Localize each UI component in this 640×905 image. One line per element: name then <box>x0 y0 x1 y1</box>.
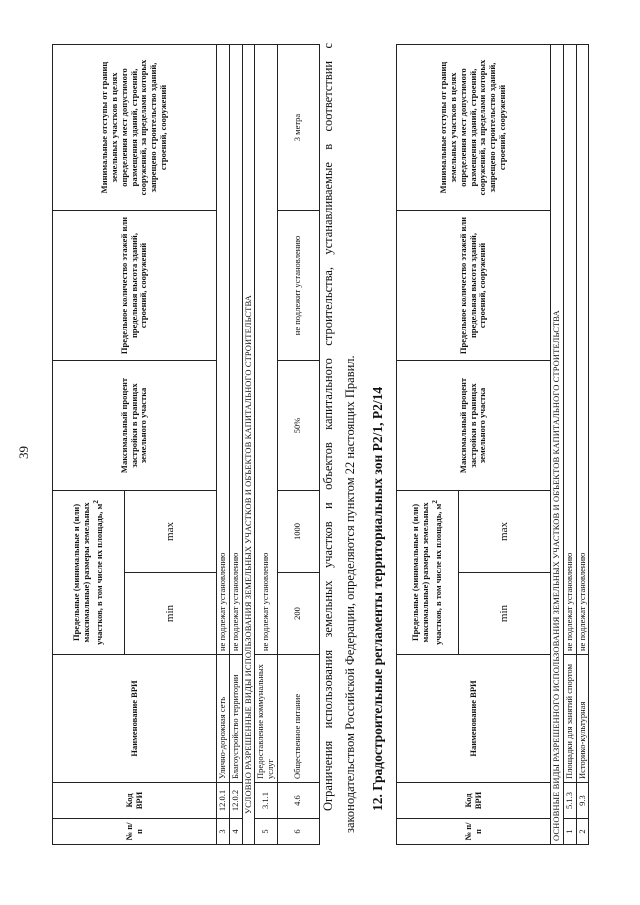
header-percent: Максимальный процент застройки в границах земельного участка <box>397 361 551 491</box>
section-title: ОСНОВНЫЕ ВИДЫ РАЗРЕШЕННОГО ИСПОЛЬЗОВАНИЯ ЗЕМЕЛЬНЫХ УЧАСТКОВ И ОБЪЕКТОВ КАПИТАЛЬНОГО СТРОИТЕЛЬСТВА <box>551 45 564 845</box>
cell-num: 4 <box>229 819 242 845</box>
header-size-sup: 2 <box>430 500 439 504</box>
cell-num: 6 <box>277 819 319 845</box>
cell-name: Общественное питание <box>277 655 319 783</box>
restrictions-paragraph: Ограничения использования земельных участков и объектов капитального строительства, устанавливаемые в соответствии с законодательством Российской Федерации, определяются пунктом 22 настоящих Правил. <box>321 43 357 833</box>
header-num: № п/п <box>53 819 217 845</box>
table-row <box>255 45 278 845</box>
header-max: max <box>125 491 217 573</box>
cell-num: 5 <box>255 819 278 845</box>
header-num: № п/п <box>397 819 551 845</box>
cell-percent: 50% <box>277 361 319 491</box>
cell-note: не подлежат установлению <box>576 45 589 655</box>
header-name: Наименование ВРИ <box>397 655 551 783</box>
header-code: Код ВРИ <box>397 783 551 819</box>
regulation-table-1 <box>52 44 320 845</box>
header-size <box>397 491 459 655</box>
header-size-text: Предельные (минимальные и (или) максимальные) размеры земельных участков, в том числе их площадь, м <box>71 502 104 645</box>
section-row <box>242 45 255 845</box>
table-row <box>277 45 319 845</box>
cell-num: 2 <box>576 819 589 845</box>
table-header-row <box>53 45 125 845</box>
table-row <box>576 45 589 845</box>
table-header-row <box>397 45 459 845</box>
regulation-table-2 <box>396 44 589 845</box>
cell-name: Историко-культурная <box>576 655 589 783</box>
cell-num: 1 <box>563 819 576 845</box>
cell-code: 3.1.1 <box>255 783 278 819</box>
section-row <box>551 45 564 845</box>
header-size <box>53 491 125 655</box>
cell-name: Благоустройство территории <box>229 655 242 783</box>
cell-floors: не подлежит установлению <box>277 211 319 361</box>
cell-max: 1000 <box>277 491 319 573</box>
header-min: min <box>459 573 551 655</box>
header-max: max <box>459 491 551 573</box>
header-offsets: Минимальные отступы от границ земельных участков в целях определения мест допустимого размещения зданий, строений, сооружений, за пределами которых запрещено строительство зданий, строений, сооружений <box>397 45 551 211</box>
cell-note: не подлежат установлению <box>229 45 242 655</box>
cell-offsets: 3 метра <box>277 45 319 211</box>
section-heading: 12. Градостроительные регламенты территориальных зон Р2/1, Р2/14 <box>370 386 385 811</box>
cell-code: 4.6 <box>277 783 319 819</box>
cell-num: 3 <box>217 819 230 845</box>
cell-min: 200 <box>277 573 319 655</box>
cell-code: 9.3 <box>576 783 589 819</box>
cell-code: 12.0.2 <box>229 783 242 819</box>
cell-code: 12.0.1 <box>217 783 230 819</box>
cell-note: не подлежат установлению <box>255 45 278 655</box>
header-floors: Предельное количество этажей или предельная высота зданий, строений, сооружений <box>53 211 217 361</box>
section-title: УСЛОВНО РАЗРЕШЕННЫЕ ВИДЫ ИСПОЛЬЗОВАНИЯ ЗЕМЕЛЬНЫХ УЧАСТКОВ И ОБЪЕКТОВ КАПИТАЛЬНОГО СТРОИТЕЛЬСТВА <box>242 45 255 845</box>
page-number: 39 <box>16 446 31 459</box>
cell-name: Улично-дорожная сеть <box>217 655 230 783</box>
cell-note: не подлежат установлению <box>217 45 230 655</box>
table-row <box>563 45 576 845</box>
table-row <box>229 45 242 845</box>
cell-code: 5.1.3 <box>563 783 576 819</box>
header-code: Код ВРИ <box>53 783 217 819</box>
header-name: Наименование ВРИ <box>53 655 217 783</box>
header-percent: Максимальный процент застройки в границах земельного участка <box>53 361 217 491</box>
cell-note: не подлежат установлению <box>563 45 576 655</box>
cell-name: Предоставление коммунальных услуг <box>255 655 278 783</box>
table-row <box>217 45 230 845</box>
header-min: min <box>125 573 217 655</box>
cell-name: Площадки для занятий спортом <box>563 655 576 783</box>
header-offsets: Минимальные отступы от границ земельных участков в целях определения мест допустимого размещения зданий, строений, сооружений, за пределами которых запрещено строительство зданий, строений, сооружений <box>53 45 217 211</box>
header-size-text: Предельные (минимальные и (или) максимальные) размеры земельных участков, в том числе их площадь, м <box>410 502 443 645</box>
header-size-sup: 2 <box>91 500 100 504</box>
header-floors: Предельное количество этажей или предельная высота зданий, строений, сооружений <box>397 211 551 361</box>
